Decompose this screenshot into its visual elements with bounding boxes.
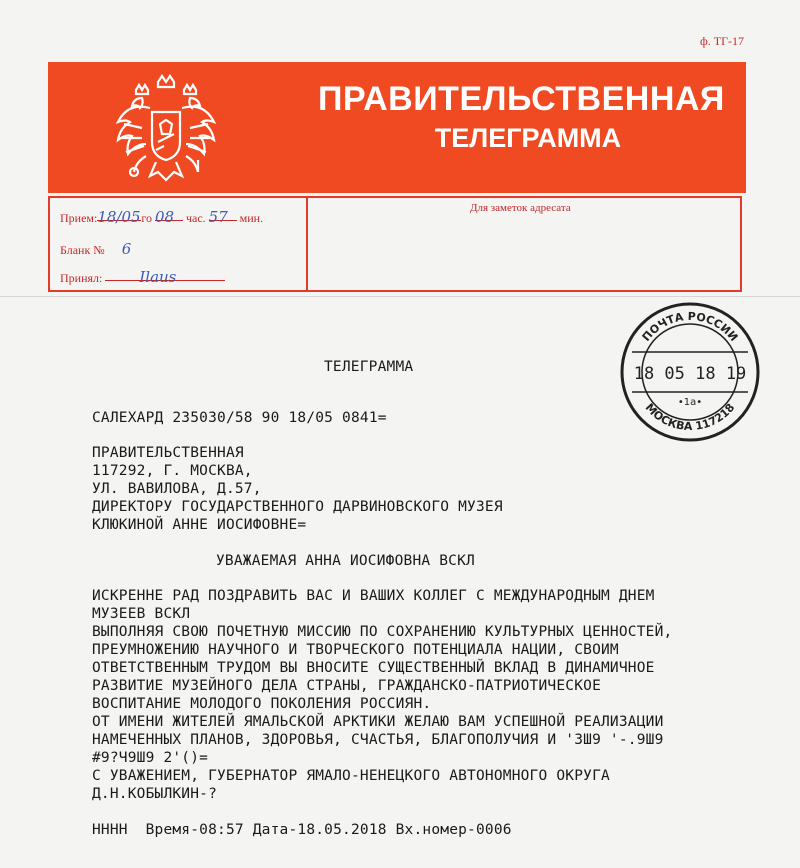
header-title: ПРАВИТЕЛЬСТВЕННАЯ [318,80,725,118]
telegram-heading: ТЕЛЕГРАММА [324,359,414,375]
received-date: 18/05 [97,208,141,226]
telegram-footer: НННН Время-08:57 Дата-18.05.2018 Вх.номер-0006 [92,822,512,838]
body-line: МУЗЕЕВ ВСКЛ [92,606,191,622]
accepted-signature: Ilaus [139,268,177,286]
stamp-top-text: ПОЧТА РОССИИ [639,309,741,344]
postmark-stamp [614,302,766,442]
blank-label: Бланк № [60,243,105,257]
year-label: го [141,211,152,225]
blank-number: 6 [121,240,132,258]
received-minutes: 57 [208,208,228,226]
address-line: 117292, Г. МОСКВА, [92,463,253,479]
body-line: ВЫПОЛНЯЯ СВОЮ ПОЧЕТНУЮ МИССИЮ ПО СОХРАНЕНИЮ КУЛЬТУРНЫХ ЦЕННОСТЕЙ, [92,624,673,640]
telegram-origin: САЛЕХАРД 235030/58 90 18/05 0841= [92,410,387,426]
body-line: ОТВЕТСТВЕННЫМ ТРУДОМ ВЫ ВНОСИТЕ СУЩЕСТВЕННЫЙ ВКЛАД В ДИНАМИЧНОЕ [92,660,655,676]
blank-row [60,240,131,258]
body-line: С УВАЖЕНИЕМ, ГУБЕРНАТОР ЯМАЛО-НЕНЕЦКОГО АВТОНОМНОГО ОКРУГА [92,768,610,784]
body-line: ИСКРЕННЕ РАД ПОЗДРАВИТЬ ВАС И ВАШИХ КОЛЛЕГ С МЕЖДУНАРОДНЫМ ДНЕМ [92,588,655,604]
telegram-category: ПРАВИТЕЛЬСТВЕННАЯ [92,445,244,461]
received-hour: 08 [154,208,175,226]
stamp-code: •1а• [677,397,703,408]
fold-line [0,296,800,297]
received-label: Прием: [60,211,98,225]
body-line: Д.Н.КОБЫЛКИН-? [92,786,218,802]
body-line: ПРЕУМНОЖЕНИЮ НАУЧНОГО И ТВОРЧЕСКОГО ПОТЕНЦИАЛА НАЦИИ, СВОИМ [92,642,619,658]
body-line: #9?Ч9Ш9 2'()= [92,750,209,766]
telegram-salutation: УВАЖАЕМАЯ АННА ИОСИФОВНА ВСКЛ [216,553,475,569]
stamp-date: 18 05 18 19 [633,364,747,384]
notes-label: Для заметок адресата [470,202,571,214]
address-line: ДИРЕКТОРУ ГОСУДАРСТВЕННОГО ДАРВИНОВСКОГО МУЗЕЯ [92,499,503,515]
accepted-row [60,268,225,286]
address-line: УЛ. ВАВИЛОВА, Д.57, [92,481,262,497]
hour-label: час. [185,211,206,225]
header-band [48,62,746,193]
body-line: ВОСПИТАНИЕ МОЛОДОГО ПОКОЛЕНИЯ РОССИЯН. [92,696,432,712]
double-headed-eagle-emblem-icon [106,68,226,188]
stamp-bottom-text: МОСКВА 117218 [642,400,738,434]
body-line: РАЗВИТИЕ МУЗЕЙНОГО ДЕЛА СТРАНЫ, ГРАЖДАНСКО-ПАТРИОТИЧЕСКОЕ [92,678,601,694]
accepted-label: Принял: [60,271,103,285]
reception-details-box [48,196,742,292]
header-subtitle: ТЕЛЕГРАММА [434,123,622,153]
minutes-label: мин. [239,211,264,225]
form-code: ф. ТГ-17 [700,34,745,48]
meta-divider [306,198,308,290]
received-row [60,208,263,226]
body-line: НАМЕЧЕННЫХ ПЛАНОВ, ЗДОРОВЬЯ, СЧАСТЬЯ, БЛАГОПОЛУЧИЯ И 'ЗШ9 '-.9Ш9 [92,732,664,748]
address-line: КЛЮКИНОЙ АННЕ ИОСИФОВНЕ= [92,517,307,533]
body-line: ОТ ИМЕНИ ЖИТЕЛЕЙ ЯМАЛЬСКОЙ АРКТИКИ ЖЕЛАЮ ВАМ УСПЕШНОЙ РЕАЛИЗАЦИИ [92,714,664,730]
